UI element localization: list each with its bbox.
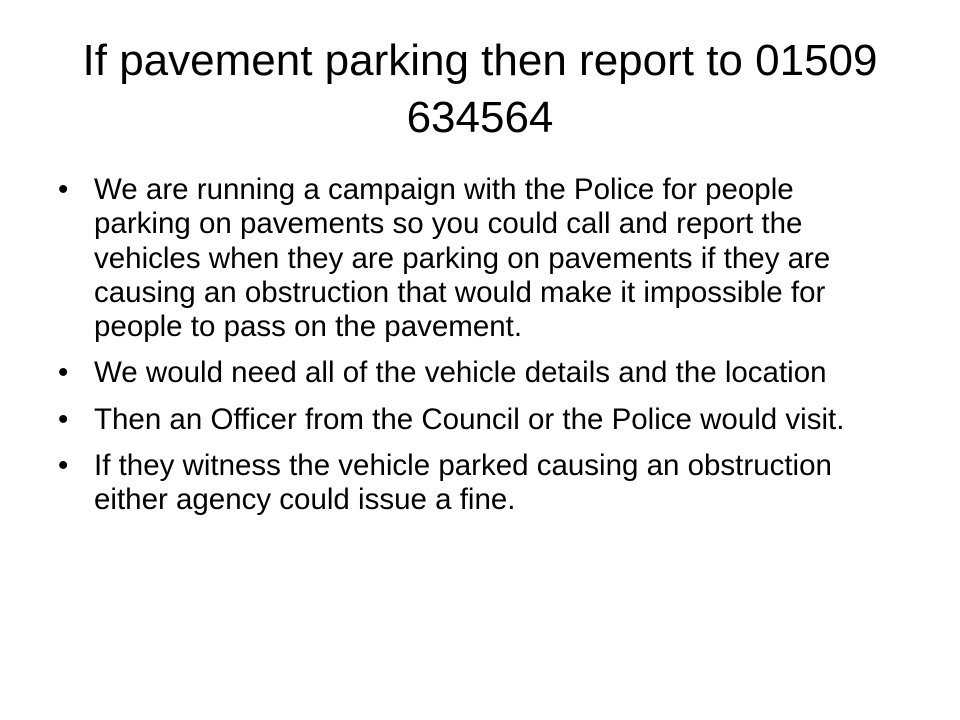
bullet-text: If they witness the vehicle parked causing an obstruction either agency could issue a fine. (94, 449, 832, 517)
bullet-text: We are running a campaign with the Police for people parking on pavements so you could call and report the vehicles when they are parking on pavements if they are causing an obstruction that would make it impossible for people to pass on the pavement. (94, 173, 831, 344)
bullet-item-officer-visit (58, 403, 898, 437)
bullet-icon: • (58, 402, 69, 436)
bullet-list (58, 173, 898, 530)
bullet-item-campaign (58, 173, 898, 344)
bullet-icon: • (58, 356, 69, 390)
slide-title: If pavement parking then report to 01509 634564 (82, 36, 878, 142)
bullet-item-fine (58, 449, 898, 518)
bullet-item-details (58, 356, 898, 390)
bullet-text: We would need all of the vehicle details and the location (94, 356, 827, 390)
bullet-icon: • (58, 173, 69, 206)
bullet-icon: • (58, 449, 69, 483)
bullet-text: Then an Officer from the Council or the Police would visit. (94, 402, 845, 436)
